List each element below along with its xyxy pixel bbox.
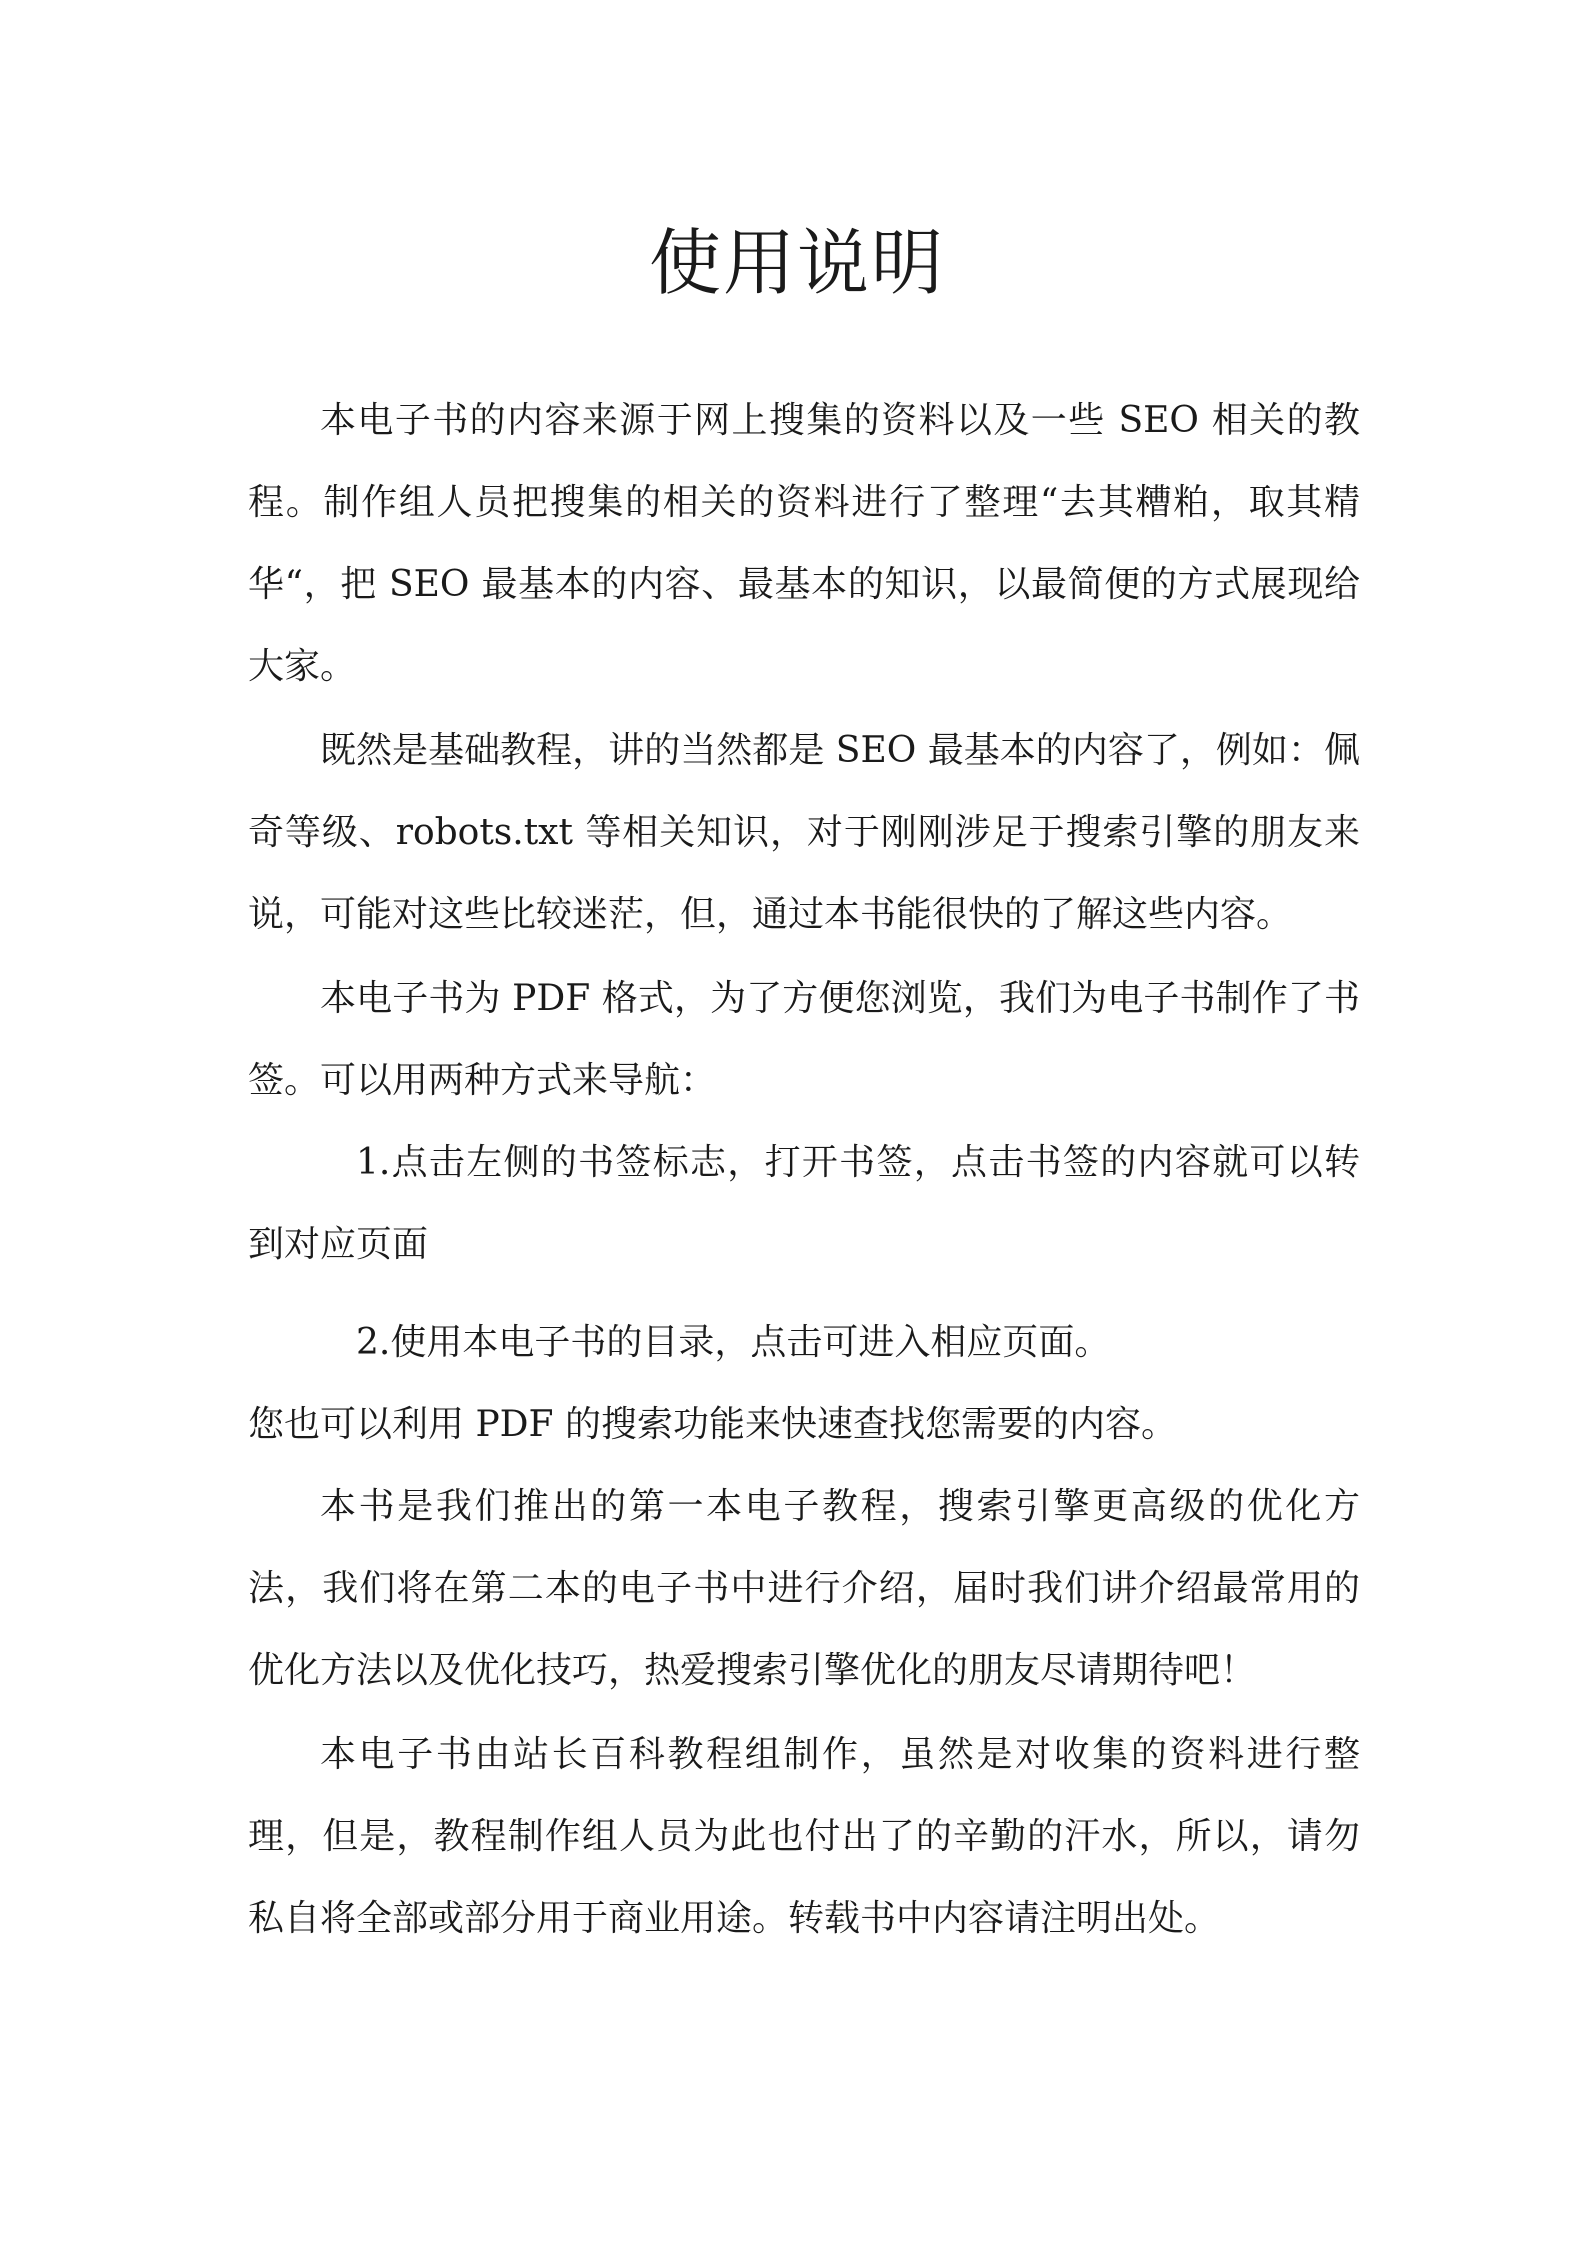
list-item-toc: 2.使用本电子书的目录，点击可进入相应页面。	[356, 1322, 1111, 1363]
paragraph-next-book: 本书是我们推出的第一本电子教程，搜索引擎更高级的优化方法，我们将在第二本的电子书中进行介绍，届时我们讲介绍最常用的优化方法以及优化技巧，热爱搜索引擎优化的朋友尽请期待吧！	[248, 1486, 1360, 1691]
paragraph-navigation: 本电子书为 PDF 格式，为了方便您浏览，我们为电子书制作了书签。可以用两种方式来导航：	[248, 978, 1360, 1101]
paragraph-search-note: 您也可以利用 PDF 的搜索功能来快速查找您需要的内容。	[248, 1404, 1177, 1445]
list-item-bookmarks: 1.点击左侧的书签标志，打开书签，点击书签的内容就可以转到对应页面	[248, 1142, 1360, 1265]
paragraph-basics: 既然是基础教程，讲的当然都是 SEO 最基本的内容了，例如：佩奇等级、robots.txt 等相关知识，对于刚刚涉足于搜索引擎的朋友来说，可能对这些比较迷茫，但，通过本书能很快的了解这些内容。	[248, 730, 1360, 935]
document-body	[248, 380, 1360, 1960]
page-title: 使用说明	[648, 221, 945, 305]
paragraph-intro: 本电子书的内容来源于网上搜集的资料以及一些 SEO 相关的教程。制作组人员把搜集的相关的资料进行了整理“去其糟粕，取其精华“，把 SEO 最基本的内容、最基本的知识，以最简便的方式展现给大家。	[248, 400, 1360, 687]
paragraph-copyright: 本电子书由站长百科教程组制作，虽然是对收集的资料进行整理，但是，教程制作组人员为此也付出了的辛勤的汗水，所以，请勿私自将全部或部分用于商业用途。转载书中内容请注明出处。	[248, 1734, 1360, 1939]
